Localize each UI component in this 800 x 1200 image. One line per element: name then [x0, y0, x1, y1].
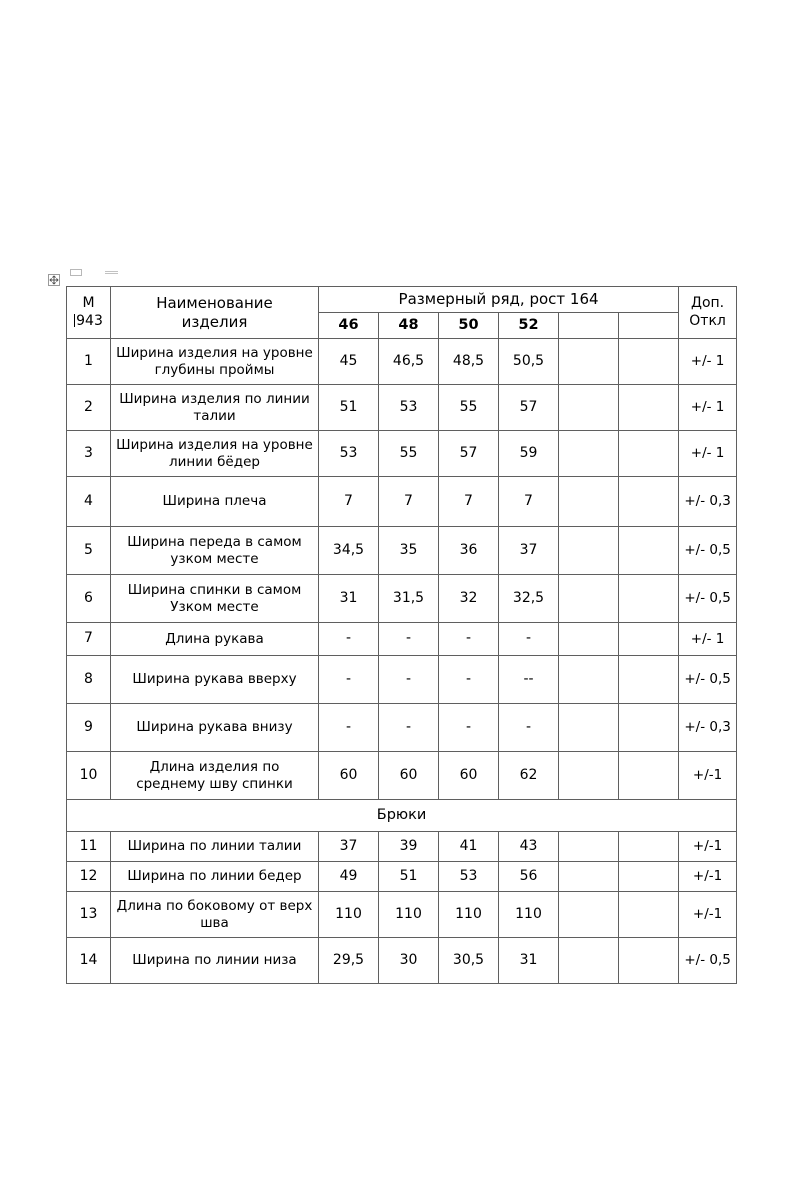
section-header-row: [67, 800, 737, 832]
row-value-50: 7: [439, 477, 499, 527]
text-cursor: [74, 314, 75, 327]
table-row[interactable]: [67, 527, 737, 575]
size-column-header-empty-2: [619, 313, 679, 339]
size-column-header-52: 52: [499, 313, 559, 339]
row-value-48: 55: [379, 431, 439, 477]
row-value-48: 60: [379, 752, 439, 800]
row-value-50: 60: [439, 752, 499, 800]
row-value-empty-1: [559, 477, 619, 527]
measurement-table-container: [66, 286, 734, 969]
row-value-empty-2: [619, 752, 679, 800]
row-value-empty-2: [619, 385, 679, 431]
row-measurement-name: Ширина спинки в самом Узком месте: [111, 575, 319, 623]
row-value-48: 39: [379, 832, 439, 862]
row-measurement-name: Ширина изделия на уровне линии бёдер: [111, 431, 319, 477]
row-value-52: 7: [499, 477, 559, 527]
row-value-48: 110: [379, 892, 439, 938]
row-tolerance: +/-1: [679, 752, 737, 800]
row-value-52: 31: [499, 938, 559, 984]
corner-model-number-text: 943: [76, 312, 103, 329]
row-tolerance: +/- 0,5: [679, 575, 737, 623]
row-value-46: 29,5: [319, 938, 379, 984]
row-value-52: 57: [499, 385, 559, 431]
row-value-empty-2: [619, 431, 679, 477]
tolerance-header-line-1: Доп.: [691, 295, 725, 311]
row-value-empty-1: [559, 832, 619, 862]
row-number: 6: [67, 575, 111, 623]
row-value-48: -: [379, 656, 439, 704]
measurement-table: [66, 286, 737, 984]
tolerance-column-header: [679, 287, 737, 339]
row-value-50: 41: [439, 832, 499, 862]
row-value-46: -: [319, 623, 379, 656]
row-value-52: 37: [499, 527, 559, 575]
row-value-50: 55: [439, 385, 499, 431]
row-value-empty-1: [559, 339, 619, 385]
row-tolerance: +/- 1: [679, 385, 737, 431]
row-value-46: 34,5: [319, 527, 379, 575]
row-value-empty-2: [619, 339, 679, 385]
row-measurement-name: Длина рукава: [111, 623, 319, 656]
row-value-50: -: [439, 704, 499, 752]
row-value-52: -: [499, 623, 559, 656]
row-value-46: 31: [319, 575, 379, 623]
table-row[interactable]: [67, 623, 737, 656]
row-value-empty-2: [619, 527, 679, 575]
row-tolerance: +/- 1: [679, 623, 737, 656]
row-tolerance: +/- 0,5: [679, 527, 737, 575]
row-value-50: 30,5: [439, 938, 499, 984]
row-value-empty-2: [619, 575, 679, 623]
row-value-50: 48,5: [439, 339, 499, 385]
row-number: 1: [67, 339, 111, 385]
row-value-48: 7: [379, 477, 439, 527]
row-value-48: 30: [379, 938, 439, 984]
row-measurement-name: Ширина плеча: [111, 477, 319, 527]
row-measurement-name: Ширина переда в самом узком месте: [111, 527, 319, 575]
row-value-52: 43: [499, 832, 559, 862]
row-number: 10: [67, 752, 111, 800]
row-tolerance: +/- 0,3: [679, 477, 737, 527]
row-value-50: 36: [439, 527, 499, 575]
table-row[interactable]: [67, 704, 737, 752]
row-value-empty-2: [619, 892, 679, 938]
row-value-48: -: [379, 623, 439, 656]
corner-model-cell: [67, 287, 111, 339]
row-number: 5: [67, 527, 111, 575]
row-value-52: 32,5: [499, 575, 559, 623]
row-value-48: 53: [379, 385, 439, 431]
row-value-empty-1: [559, 752, 619, 800]
table-row[interactable]: [67, 862, 737, 892]
row-value-46: 45: [319, 339, 379, 385]
row-number: 3: [67, 431, 111, 477]
table-row[interactable]: [67, 656, 737, 704]
row-tolerance: +/- 1: [679, 339, 737, 385]
table-handles-group: [48, 266, 168, 286]
row-measurement-name: Ширина изделия по линии талии: [111, 385, 319, 431]
row-value-50: 57: [439, 431, 499, 477]
row-value-48: 35: [379, 527, 439, 575]
size-column-header-50: 50: [439, 313, 499, 339]
row-value-50: -: [439, 656, 499, 704]
row-tolerance: +/-1: [679, 832, 737, 862]
row-measurement-name: Ширина по линии талии: [111, 832, 319, 862]
row-value-50: 110: [439, 892, 499, 938]
row-tolerance: +/- 0,3: [679, 704, 737, 752]
name-header-line-2: изделия: [181, 312, 248, 331]
row-tolerance: +/- 0,5: [679, 938, 737, 984]
row-value-46: 110: [319, 892, 379, 938]
row-value-empty-1: [559, 704, 619, 752]
row-value-empty-2: [619, 623, 679, 656]
table-header-row-1: [67, 287, 737, 313]
row-value-empty-2: [619, 704, 679, 752]
row-measurement-name: Длина по боковому от верх шва: [111, 892, 319, 938]
name-header-line-1: Наименование: [156, 293, 273, 312]
row-tolerance: +/- 1: [679, 431, 737, 477]
row-number: 8: [67, 656, 111, 704]
row-measurement-name: Ширина рукава вверху: [111, 656, 319, 704]
column-resize-marker-icon[interactable]: [70, 269, 82, 276]
row-measurement-name: Ширина по линии низа: [111, 938, 319, 984]
row-value-46: 60: [319, 752, 379, 800]
row-measurement-name: Длина изделия по среднему шву спинки: [111, 752, 319, 800]
name-column-header: [111, 287, 319, 339]
row-value-empty-2: [619, 938, 679, 984]
row-value-50: 53: [439, 862, 499, 892]
table-row[interactable]: [67, 832, 737, 862]
row-value-52: 59: [499, 431, 559, 477]
row-value-48: 46,5: [379, 339, 439, 385]
row-value-empty-1: [559, 431, 619, 477]
row-value-empty-1: [559, 862, 619, 892]
row-measurement-name: Ширина по линии бедер: [111, 862, 319, 892]
column-resize-marker-icon[interactable]: [105, 271, 118, 274]
row-value-46: 53: [319, 431, 379, 477]
row-number: 13: [67, 892, 111, 938]
row-number: 4: [67, 477, 111, 527]
row-value-46: 49: [319, 862, 379, 892]
table-row[interactable]: [67, 892, 737, 938]
size-column-header-empty-1: [559, 313, 619, 339]
row-value-46: -: [319, 704, 379, 752]
tolerance-header-line-2: Откл: [689, 312, 726, 329]
row-value-48: -: [379, 704, 439, 752]
row-value-empty-1: [559, 385, 619, 431]
corner-model-number: [70, 313, 107, 331]
row-value-empty-1: [559, 527, 619, 575]
section-title-trousers: Брюки: [67, 800, 737, 832]
row-value-52: 50,5: [499, 339, 559, 385]
row-value-52: --: [499, 656, 559, 704]
row-value-52: 62: [499, 752, 559, 800]
size-column-header-48: 48: [379, 313, 439, 339]
row-value-empty-2: [619, 477, 679, 527]
row-value-empty-2: [619, 832, 679, 862]
row-value-empty-1: [559, 623, 619, 656]
row-value-46: 7: [319, 477, 379, 527]
row-value-empty-1: [559, 892, 619, 938]
row-value-empty-2: [619, 862, 679, 892]
row-value-50: -: [439, 623, 499, 656]
row-measurement-name: Ширина рукава внизу: [111, 704, 319, 752]
row-value-empty-2: [619, 656, 679, 704]
row-value-empty-1: [559, 575, 619, 623]
row-value-46: 51: [319, 385, 379, 431]
row-value-50: 32: [439, 575, 499, 623]
row-value-48: 51: [379, 862, 439, 892]
size-column-header-46: 46: [319, 313, 379, 339]
row-value-52: 110: [499, 892, 559, 938]
row-value-empty-1: [559, 656, 619, 704]
row-value-46: 37: [319, 832, 379, 862]
row-value-empty-1: [559, 938, 619, 984]
table-row[interactable]: [67, 431, 737, 477]
row-measurement-name: Ширина изделия на уровне глубины проймы: [111, 339, 319, 385]
row-number: 7: [67, 623, 111, 656]
row-tolerance: +/-1: [679, 862, 737, 892]
size-range-header: Размерный ряд, рост 164: [319, 287, 679, 313]
corner-model-letter: М: [82, 295, 95, 311]
row-number: 9: [67, 704, 111, 752]
table-row[interactable]: [67, 477, 737, 527]
row-number: 12: [67, 862, 111, 892]
table-row[interactable]: [67, 339, 737, 385]
row-value-48: 31,5: [379, 575, 439, 623]
table-row[interactable]: [67, 938, 737, 984]
table-row[interactable]: [67, 752, 737, 800]
row-tolerance: +/- 0,5: [679, 656, 737, 704]
row-number: 11: [67, 832, 111, 862]
table-row[interactable]: [67, 385, 737, 431]
row-tolerance: +/-1: [679, 892, 737, 938]
table-row[interactable]: [67, 575, 737, 623]
row-value-46: -: [319, 656, 379, 704]
row-value-52: -: [499, 704, 559, 752]
row-number: 2: [67, 385, 111, 431]
table-move-handle[interactable]: [48, 274, 60, 286]
row-number: 14: [67, 938, 111, 984]
row-value-52: 56: [499, 862, 559, 892]
